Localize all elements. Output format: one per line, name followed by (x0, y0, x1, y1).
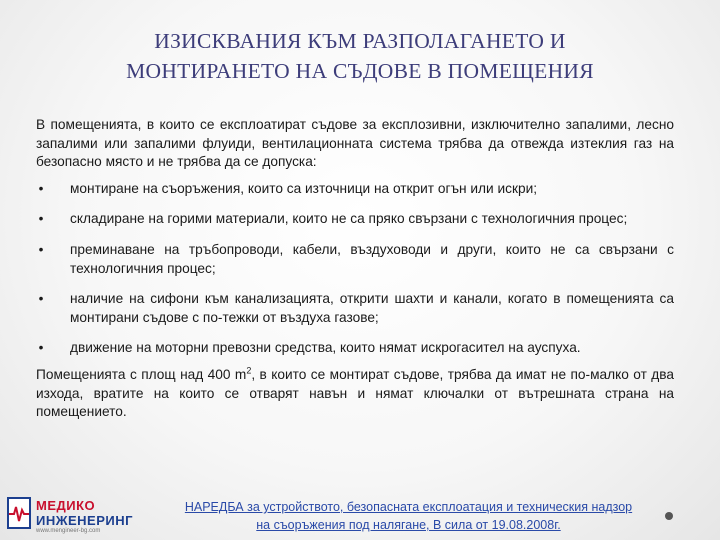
list-item-text: монтиране на съоръжения, които са източници на открит огън или искри; (70, 180, 538, 196)
list-item-text: складиране на горими материали, които не са пряко свързани с технологичния процес; (70, 211, 628, 227)
logo-line-1: МЕДИКО (36, 498, 96, 513)
logo-url: www.mengineer-bg.com (36, 528, 101, 534)
slide-title (60, 26, 660, 86)
logo-line-2: ИНЖЕНЕРИНГ (36, 513, 133, 528)
requirements-list (36, 180, 674, 358)
footer-reference (156, 498, 661, 534)
bullet-icon: • (38, 211, 44, 227)
bullet-icon: • (38, 180, 44, 196)
bullet-icon: • (38, 291, 44, 307)
area-unit-superscript: 2 (246, 365, 252, 376)
closing-text-end: , в които се монтират съдове, трябва да имат не по-малко от два изхода, вратите на които се отварят навън и нямат ключалки от вътрешната страна на помещението. (36, 366, 674, 420)
closing-text-start: Помещенията с площ над 400 m (36, 366, 247, 382)
bullet-icon: • (38, 241, 44, 257)
bullet-icon: • (38, 340, 44, 356)
heartbeat-logo-icon (6, 496, 34, 534)
decorative-dot (665, 512, 673, 520)
list-item (36, 241, 674, 278)
list-item (36, 339, 674, 358)
intro-paragraph: В помещенията, в които се експлоатират съдове за експлозивни, изключително запалими, лесно запалими или запалими флуиди, вентилационната система трябва да отвежда изтеклия газ на безопасно място и не трябва да се допуска: (36, 117, 674, 170)
list-item-text: наличие на сифони към канализацията, открити шахти и канали, когато в помещенията са монтирани съдове с по-тежки от въздуха газове; (70, 291, 674, 325)
title-line-2: МОНТИРАНЕТО НА СЪДОВЕ В ПОМЕЩЕНИЯ (126, 59, 594, 83)
list-item (36, 210, 674, 229)
regulation-link-line-2[interactable]: на съоръжения под налягане, В сила от 19.08.2008г. (256, 518, 561, 532)
company-logo (6, 494, 156, 536)
list-item-text: преминаване на тръбопроводи, кабели, въздуховоди и други, които не са свързани с технологичния процес; (70, 241, 674, 276)
list-item-text: движение на моторни превозни средства, които нямат искрогасител на ауспуха. (70, 340, 581, 356)
slide-body (36, 116, 674, 422)
list-item (36, 180, 674, 199)
title-line-1: ИЗИСКВАНИЯ КЪМ РАЗПОЛАГАНЕТО И (154, 29, 566, 53)
regulation-link-line-1[interactable]: НАРЕДБА за устройството, безопасната експлоатация и техническия надзор (184, 500, 633, 514)
closing-paragraph (36, 366, 674, 422)
list-item (36, 290, 674, 327)
